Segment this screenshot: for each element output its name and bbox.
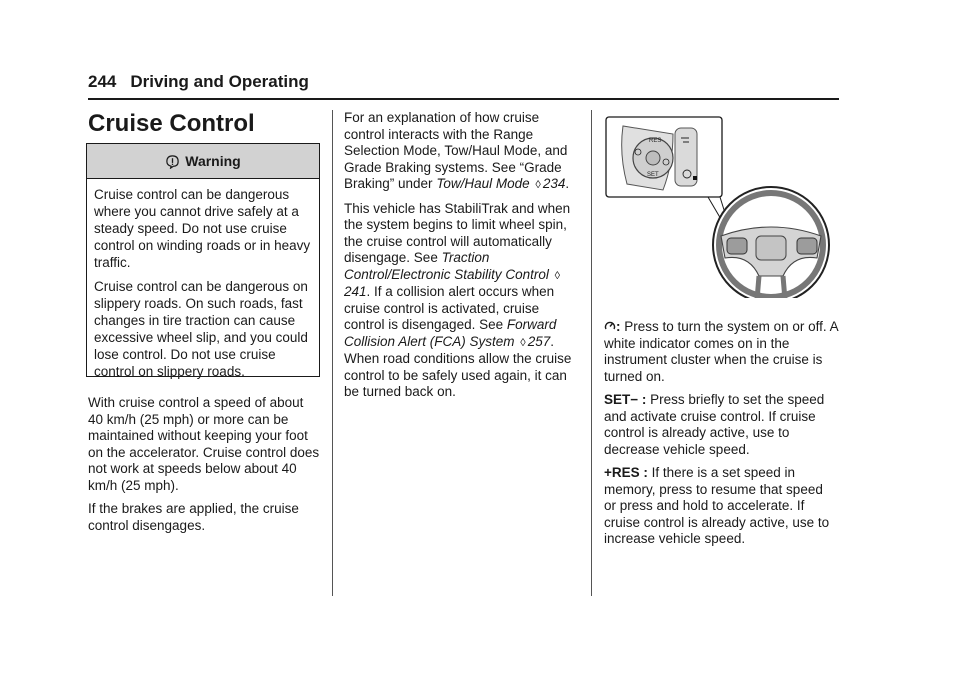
cross-reference-link[interactable]: Forward Collision Alert (FCA) System [344,317,557,349]
control-label: : [616,319,621,334]
page-header [88,72,309,92]
steering-wheel-illustration [603,114,841,298]
control-text: If there is a set speed in memory, press to resume that speed or press and hold to accelerate. If cruise control is already active, use to increase vehicle speed. [604,465,830,546]
set-label: SET [647,172,659,178]
page-ref-icon: ◊ [520,336,526,349]
page-ref-icon: ◊ [554,269,561,282]
header-rule [88,98,839,100]
page-ref-icon: ◊ [535,179,541,191]
control-description [604,465,838,548]
control-text: Press briefly to set the speed and activate cruise control. If cruise control is already active, use to decrease vehicle speed. [604,392,825,457]
warning-paragraph: Cruise control can be dangerous where you cannot drive safely at a steady speed. Do not use cruise control on winding roads or in heavy traffic. [94,187,311,270]
cross-reference-link[interactable]: Tow/Haul Mode [436,176,530,191]
body-text: . When road conditions allow the cruise control to be safely used again, it can be turned back on. [344,333,572,399]
control-description [604,319,838,385]
warning-header [87,144,319,179]
body-paragraph: If the brakes are applied, the cruise control disengages. [88,501,299,533]
page-reference[interactable]: 234 [542,176,566,191]
steering-wheel-figure [603,114,841,298]
control-label: SET− : [604,392,647,407]
page-reference[interactable]: 241 [344,284,367,299]
body-text: For an explanation of how cruise control interacts with the Range Selection Mode, Tow/Haul Mode, and Grade Braking systems. See “Grade Braking” under [344,110,568,191]
body-text: This vehicle has StabiliTrak and when the system begins to limit wheel spin, the cruise control will automatically disengage. See [344,200,571,265]
page-reference[interactable]: 257 [527,333,551,349]
warning-paragraph: Cruise control can be dangerous on slippery roads. On such roads, fast changes in tire traction can cause excessive wheel slip, and you could lose control. Do not use cruise control on slippery roads. [94,279,308,379]
column-1 [88,395,320,541]
body-text: . If a collision alert occurs when cruise control is activated, cruise control is disengaged. See [344,284,555,332]
section-title: Driving and Operating [130,72,309,91]
column-3 [604,319,838,555]
page-number: 244 [88,72,117,91]
control-description [604,392,838,458]
warning-box [86,143,320,377]
warning-heading: Warning [185,153,241,169]
cross-reference-link[interactable]: Traction Control/Electronic Stability Control [344,250,549,282]
column-divider [332,110,333,596]
page-title: Cruise Control [88,110,255,137]
column-2 [344,110,576,408]
control-label: +RES : [604,465,648,480]
body-paragraph: For an explanation of how cruise control interacts with the Range Selection Mode, Tow/Haul Mode, and Grade Braking systems. See “Grade Braking” under Tow/Haul Mode ◊ 234. [344,110,576,194]
warning-icon [165,154,180,169]
res-label: RES [649,138,662,144]
cruise-control-icon [604,320,616,332]
control-text: Press to turn the system on or off. A white indicator comes on in the instrument cluster when the cruise is turned on. [604,319,838,384]
column-divider [591,110,592,596]
body-paragraph [344,201,576,401]
body-paragraph: With cruise control a speed of about 40 km/h (25 mph) or more can be maintained without keeping your foot on the accelerator. Cruise control does not work at speeds below about 40 km/h (25 mph). [88,395,320,493]
